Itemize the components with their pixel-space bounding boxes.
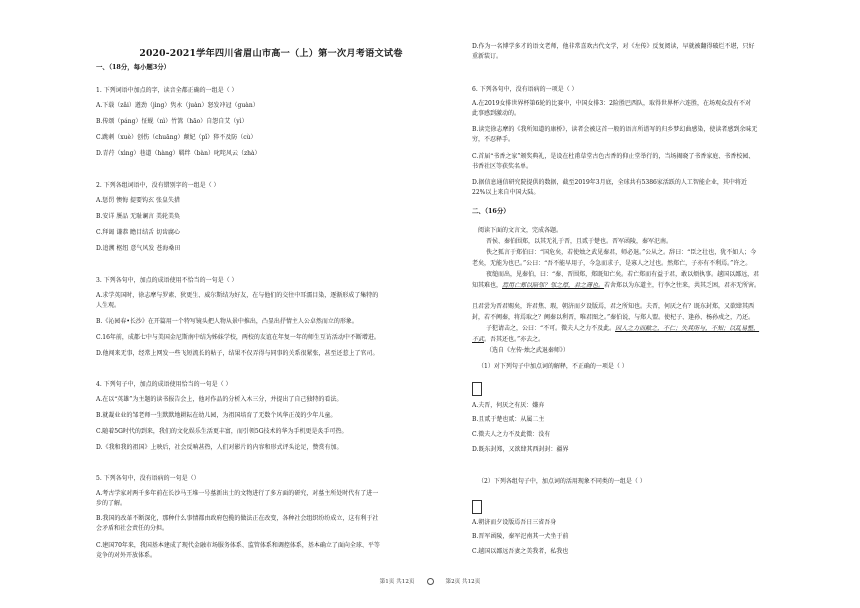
section-2-heading: 二、（16分） (472, 207, 510, 215)
sub-question-1-stem: （1）对下列句子中加点词的解释，不正确的一项是（ ） (478, 363, 628, 370)
passage-line-2: 佚之狐言于郑伯曰：“国危矣，若使烛之武见秦君，师必退。”公从之。辞曰：“臣之壮也，犹不如人；今 (486, 249, 757, 256)
question-6-stem: 6. 下列各句中，没有语病的一项是（ ） (472, 86, 578, 93)
sub2-option-c: C.越国以鄙远吾妻之美我者，私我也 (472, 548, 569, 555)
q4-option-b: B.就凝业业的邹老师一生默默地耕耘在幼儿园，为祖国培育了无数个风华正茂的少年儿童。 (96, 412, 337, 419)
q5-option-c: C.建国70年来，我国基本建成了现代金融市场服务体系、监管体系和调控体系，基本确立了面向全球、平等 (96, 542, 380, 549)
q5-option-a: A.考古学家对两千多年前在长沙马王堆一号墓新出土的文物进行了多方面的研究，对墓主所处时代有了进一 (96, 490, 379, 497)
q5-option-d-cont: 重新装订。 (472, 53, 503, 60)
reading-intro: 阅读下面的文言文，完成各题。 (478, 227, 563, 234)
q3-option-b: B.《沁园春•长沙》在开篇用一个特写镜头把人物从景中推出，凸显出抒情主人公卓然而立的形象。 (96, 318, 358, 325)
q3-option-a: A.求学英国时，徐志摩与罗素、狄更生、威尔斯结为好友，在与他们的交往中耳濡目染，逐渐形成了集特的 (96, 292, 379, 299)
q2-option-a: A.惩罚 懊悔 提要钩玄 张皇失措 (96, 197, 180, 204)
passage-underlined-1: 焉用亡郑以陪邻？邻之厚，君之薄也。 (502, 282, 605, 289)
passage-line-8 (486, 324, 830, 335)
q6-option-d: D.据信息通信研究院提供的数据，截至2019年3月底，全球共有5386家活跃的人工智能企业，其中将近 (472, 179, 747, 186)
sub1-option-d: D.既东封郑，又欲肆其西封封：疆界 (472, 446, 569, 453)
page-footer (0, 577, 860, 585)
q6-option-c-cont: 书香社区等获奖名单。 (472, 163, 533, 170)
section-1-heading: 一、（18分，每小题3分） (96, 63, 171, 71)
q3-option-c: C.16年前，成都七中与美国金尼斯南中结为姊妹学校，两校的友谊在年复一年的师生互访活动中不断增进。 (96, 334, 380, 341)
q4-option-a: A.在以“英雄”为主题的读书报告会上，他对作品的分析入木三分，并提出了自己独特的看法。 (96, 396, 343, 403)
passage-underlined-2: 因人之力而敝之，不仁；失其所与，不知；以乱易整， (615, 325, 760, 332)
page-separator-icon (427, 578, 434, 585)
passage-line-5-start: 知其难也， (472, 282, 503, 289)
passage-underlined-3: 不武 (472, 336, 485, 343)
question-1-stem: 1. 下列词语中加点的字，读音全都正确的一组是（ ） (96, 87, 238, 94)
passage-source: （选自《左传·烛之武退秦师》） (486, 347, 569, 354)
question-2-stem: 2. 下列各组词语中，没有错别字的一组是（ ） (96, 182, 220, 189)
q6-option-b-cont: 穷，不忍释手。 (472, 136, 515, 143)
q6-option-c: C.首届“书香之家”颁奖典礼，是设在杜甫草堂古色古香的仰止堂举行的，当场揭晓了书香家庭、书香校园、 (472, 153, 755, 160)
q3-option-d: D.他闯来无事，经常上网发一些飞短流长的帖子，结果不仅弄得与同事的关系很紧张，甚至还惹上了官司。 (96, 350, 379, 357)
passage-line-4: 夜缒而出，见秦伯，曰：“秦、晋围郑，郑既知亡矣。若亡郑而有益于君，敢以烦执事。越国以鄙远，君 (486, 271, 760, 278)
q5-option-c-cont: 竞争的对外开放体系。 (96, 552, 157, 559)
answer-box-2[interactable] (472, 500, 482, 514)
sub1-option-a: A.夫晋，何厌之有厌：嫌弃 (472, 402, 545, 409)
q6-option-a: A.在2019女排世界杯第6轮的比赛中，中国女排3：2险胜巴西队，取得世界杯六连胜，在场观众没有不对 (472, 100, 751, 107)
passage-line-9 (472, 335, 544, 346)
q1-option-c: C.跳刺（xuè）创伤（chuāng）颠妃（pǐ）猝不及防（cù） (96, 134, 257, 141)
sub1-option-c: C.微夫人之力不及此微：没有 (472, 431, 551, 438)
q4-option-c: C.随着5G时代的到来，我们的文化娱乐生活更丰富，而引领5G技术的华为手机更是炙手可热。 (96, 428, 348, 435)
q6-option-b: B.读完徐志摩的《我所知道的康桥》，读者会被这首一般的语言所谱写的归乡梦幻曲感染，使读者感到余味无 (472, 126, 758, 133)
q3-option-a-cont: 人生观。 (96, 302, 121, 309)
q1-option-b: B.传颂（páng）怔蚬（nì）竹篙（hāo）自怨自艾（yì） (96, 118, 248, 125)
left-page-number: 第1页 共12页 (379, 579, 415, 585)
passage-line-9-end: 。吾其还也。”亦去之。 (484, 336, 545, 343)
passage-line-5-end: 若舍郑以为东道主，行李之往来，共其乏困，君亦无所害。 (604, 282, 761, 289)
sub2-option-a: A.朝济而夕设版焉吾日三省吾身 (472, 519, 557, 526)
passage-line-5 (472, 281, 830, 292)
q5-option-d: D.作为一名博学多才的语文老师，他非常喜欢古代文学，对《左传》反复阅读，早就被翻得破烂不堪，只好 (472, 43, 755, 50)
q2-option-c: C.拜谒 谦恭 瞻目结舌 切齿腐心 (96, 229, 181, 236)
answer-box-1[interactable] (472, 382, 482, 396)
passage-line-1: 晋侯、秦伯围郑，以其无礼于晋，且贰于楚也。晋军函陵，秦军氾南。 (486, 238, 673, 245)
q1-option-d: D.青荇（xìng）巷道（hàng）羁绊（bàn）叱咤风云（zhà） (96, 150, 261, 157)
sub-question-2-stem: （2）下列各组句子中，加点词的活用现象不同类的一组是（ ） (478, 478, 646, 485)
passage-line-7: 封，若不阙秦，将焉取之？阙秦以利晋，唯君图之。”秦伯说，与郑人盟。使杞子、逢孙、杨孙戍之，乃还。 (472, 314, 755, 321)
passage-line-3: 老矣，无能为也已。”公曰：“吾不能早用子，今急而求子，是寡人之过也。然郑亡，子亦有不利焉。”许之。 (472, 260, 752, 267)
q1-option-a: A.下载（zǎi）遒劲（jìng）隽永（juàn）怒发冲冠（guàn） (96, 102, 259, 109)
sub2-option-b: B.晋军函陵，秦军氾南其一犬坐于前 (472, 533, 569, 540)
passage-line-8-start: 子犯请击之，公曰：“不可。微夫人之力不及此。 (486, 325, 616, 332)
q5-option-b-cont: 会矛盾和社会责任的分担。 (96, 525, 169, 532)
sub1-option-b: B.且贰于楚也贰：从属二主 (472, 416, 545, 423)
q2-option-d: D.追溯 枢纽 意气风发 苍海桑田 (96, 245, 181, 252)
q5-option-a-cont: 步的了解。 (96, 500, 127, 507)
q6-option-a-cont: 此事感到激动的。 (472, 110, 521, 117)
q5-option-b: B.我国的改革不断深化，那种什么事情都由政府包揽的做法正在改变，各种社会组织纷纷成立，这有利于社 (96, 515, 379, 522)
q6-option-d-cont: 22%以上来自中国大陆。 (472, 189, 540, 196)
question-4-stem: 4. 下列句子中，加点的成语使用恰当的一句是（ ） (96, 381, 232, 388)
right-page-number: 第2页 共12页 (445, 579, 481, 585)
passage-line-6: 且君尝为晋君赐矣，许君焦、瑕，朝济而夕设版焉，君之所知也。夫晋，何厌之有？既东封郑，又欲肆其西 (472, 303, 755, 310)
question-3-stem: 3. 下列各句中，加点的成语使用不恰当的一句是（ ） (96, 277, 238, 284)
q2-option-b: B.安详 赝品 无耻谰言 美轮美奂 (96, 213, 181, 220)
q4-option-d: D.《我和我的祖国》上映后，社会反响甚热，人们对影片的内容和形式评头论足，赞赏有加。 (96, 444, 343, 451)
exam-title: 2020-2021学年四川省眉山市高一（上）第一次月考语文试卷 (139, 48, 403, 59)
question-5-stem: 5. 下列各句中，没有语病的一句是（） (96, 475, 200, 482)
